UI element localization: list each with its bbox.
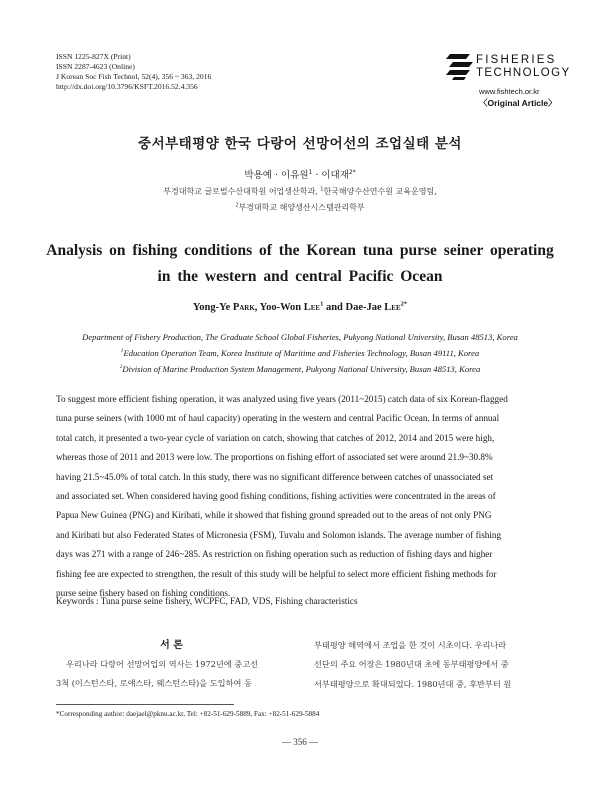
author-joiner: and [323, 302, 346, 313]
korean-affiliation: 한국해양수산연수원 교육운영팀, [323, 187, 437, 196]
english-title [40, 238, 560, 290]
abstract-line: purse seine fishery based on fishing conditions. [56, 588, 231, 599]
doi-link[interactable]: http://dx.doi.org/10.3796/KSFT.2016.52.4.356 [56, 82, 198, 91]
abstract-line: Papua New Guinea (PNG) and Kiribati, while it showed that fishing ground spreaded out to the areas of not only PNG [56, 510, 492, 521]
affiliation-mark: 2 [119, 364, 123, 371]
korean-authors [0, 167, 600, 181]
korean-author-name: 이대재 [321, 170, 349, 181]
footnote-divider [56, 704, 234, 705]
intro-left-column [56, 636, 287, 694]
abstract-line: total catch, it presented a two-year cycle of variation on catch, showing that catches of 2012, 2014 and 2015 were high, [56, 432, 495, 443]
abstract-line: and associated set. When considered having good fishing conditions, fishing activities were concentrated in the areas of [56, 491, 496, 502]
english-affiliation-text: Division of Marine Production System Management, Pukyong National University, Busan 48513, Korea [122, 364, 481, 374]
keywords: Keywords : Tuna purse seine fishery, WCPFC, FAD, VDS, Fishing characteristics [56, 596, 358, 606]
issn-online: ISSN 2287-4623 (Online) [56, 62, 135, 71]
affiliation-mark: 1 [320, 186, 324, 193]
author-mark: 1 [320, 300, 324, 308]
intro-line: 서부태평양으로 확대되었다. 1980년대 중, 후반부터 원 [314, 678, 512, 689]
english-title-line: Analysis on fishing conditions of the Korean tuna purse seiner operating [46, 242, 554, 259]
abstract [56, 390, 547, 603]
corresponding-author-footnote: *Corresponding author: daejael@pknu.ac.kr, Tel: +82-51-629-5889, Fax: +82-51-629-5884 [56, 710, 320, 718]
author-given-name: Yong-Ye [192, 302, 233, 313]
author-joiner: , [254, 302, 260, 313]
author-given-name: Yoo-Won [259, 302, 304, 313]
intro-right-column [314, 636, 545, 694]
english-authors [0, 302, 600, 313]
author-mark: 1 [308, 169, 313, 176]
page-number: — 356 — [282, 737, 318, 747]
intro-line: 선단의 주요 어장은 1980년대 초에 동부태평양에서 중 [314, 659, 509, 670]
fisheries-technology-logo-icon [446, 52, 474, 82]
abstract-line: days was 271 with a range of 246~285. As restriction on fishing operation such as reduction of fishing days and higher [56, 549, 493, 560]
english-affiliation [0, 364, 600, 374]
intro-heading: 서 론 [160, 640, 183, 651]
journal-citation: J Korean Soc Fish Technol, 52(4), 356 ~ 363, 2016 [56, 72, 212, 81]
intro-line: 부태평양 해역에서 조업을 한 것이 시초이다. 우리나라 [314, 640, 507, 650]
author-mark: 2* [400, 300, 408, 308]
english-affiliation [0, 348, 600, 358]
issn-print: ISSN 1225-827X (Print) [56, 52, 131, 61]
author-family-name: Lee [303, 302, 321, 313]
author-separator: · [271, 170, 282, 181]
english-affiliation [0, 332, 600, 342]
author-separator: · [312, 170, 322, 181]
journal-logo [446, 52, 571, 114]
english-affiliation-text: Education Operation Team, Korea Institute of Maritime and Fisheries Technology, Busan 49111, Korea [123, 348, 480, 358]
abstract-line: and Kiribati but also Federated States of Micronesia (FSM), Tuvalu and Solomon islands. The average number of fishing [56, 529, 502, 540]
journal-header-meta [56, 52, 211, 92]
korean-title: 중서부태평양 한국 다랑어 선망어선의 조업실태 분석 [138, 136, 462, 152]
author-family-name: Lee [384, 302, 401, 313]
article-type-label: 〈Original Article〉 [479, 98, 557, 108]
abstract-line: To suggest more efficient fishing operation, it was analyzed using five years (2011~2015) catch data of six Korean-flagged [56, 394, 508, 404]
affiliation-mark: 1 [120, 348, 124, 355]
author-given-name: Dae-Jae [345, 302, 385, 313]
korean-author-name: 이유원 [281, 170, 309, 181]
author-mark: 2* [348, 169, 356, 176]
korean-author-name: 박용예 [244, 170, 272, 181]
korean-affiliation: 부경대학교 글로벌수산대학원 어업생산학과, [163, 187, 321, 196]
english-title-line: in the western and central Pacific Ocean [157, 268, 443, 285]
english-affiliation-text: Department of Fishery Production, The Graduate School Global Fisheries, Pukyong National University, Busan 48513, Korea [82, 332, 518, 342]
abstract-line: whereas those of 2011 and 2013 were low. The proportions on fishing effort of associated set were around 21.9~30.8% [56, 452, 493, 463]
author-family-name: Park [232, 302, 255, 313]
korean-affiliation-line [0, 186, 600, 197]
korean-affiliation-line [0, 202, 600, 213]
intro-line: 우리나라 다랑어 선망어업의 역사는 1972년에 중고선 [66, 659, 259, 669]
logo-text-fisheries: FISHERIES [476, 54, 557, 66]
korean-affiliation: 부경대학교 해양생산시스템관리학부 [238, 203, 365, 212]
logo-text-technology: TECHNOLOGY [476, 67, 571, 79]
affiliation-mark: 2 [235, 202, 239, 209]
abstract-line: fishing fee are expected to strengthen, the result of this study will be helpful to select more efficient fishing methods for [56, 568, 497, 579]
abstract-line: having 21.5~45.0% of total catch. In this study, there was no significant difference between catches of unassociated set [56, 471, 494, 482]
abstract-line: tuna purse seiners (with 1000 mt of haul capacity) operating in the western and central Pacific Ocean. In terms of annual [56, 413, 500, 424]
journal-website-link[interactable]: www.fishtech.or.kr [479, 87, 540, 96]
intro-line: 3척 (이스턴스타, 로얘스타, 웨스턴스타)을 도입하여 동 [56, 678, 252, 689]
